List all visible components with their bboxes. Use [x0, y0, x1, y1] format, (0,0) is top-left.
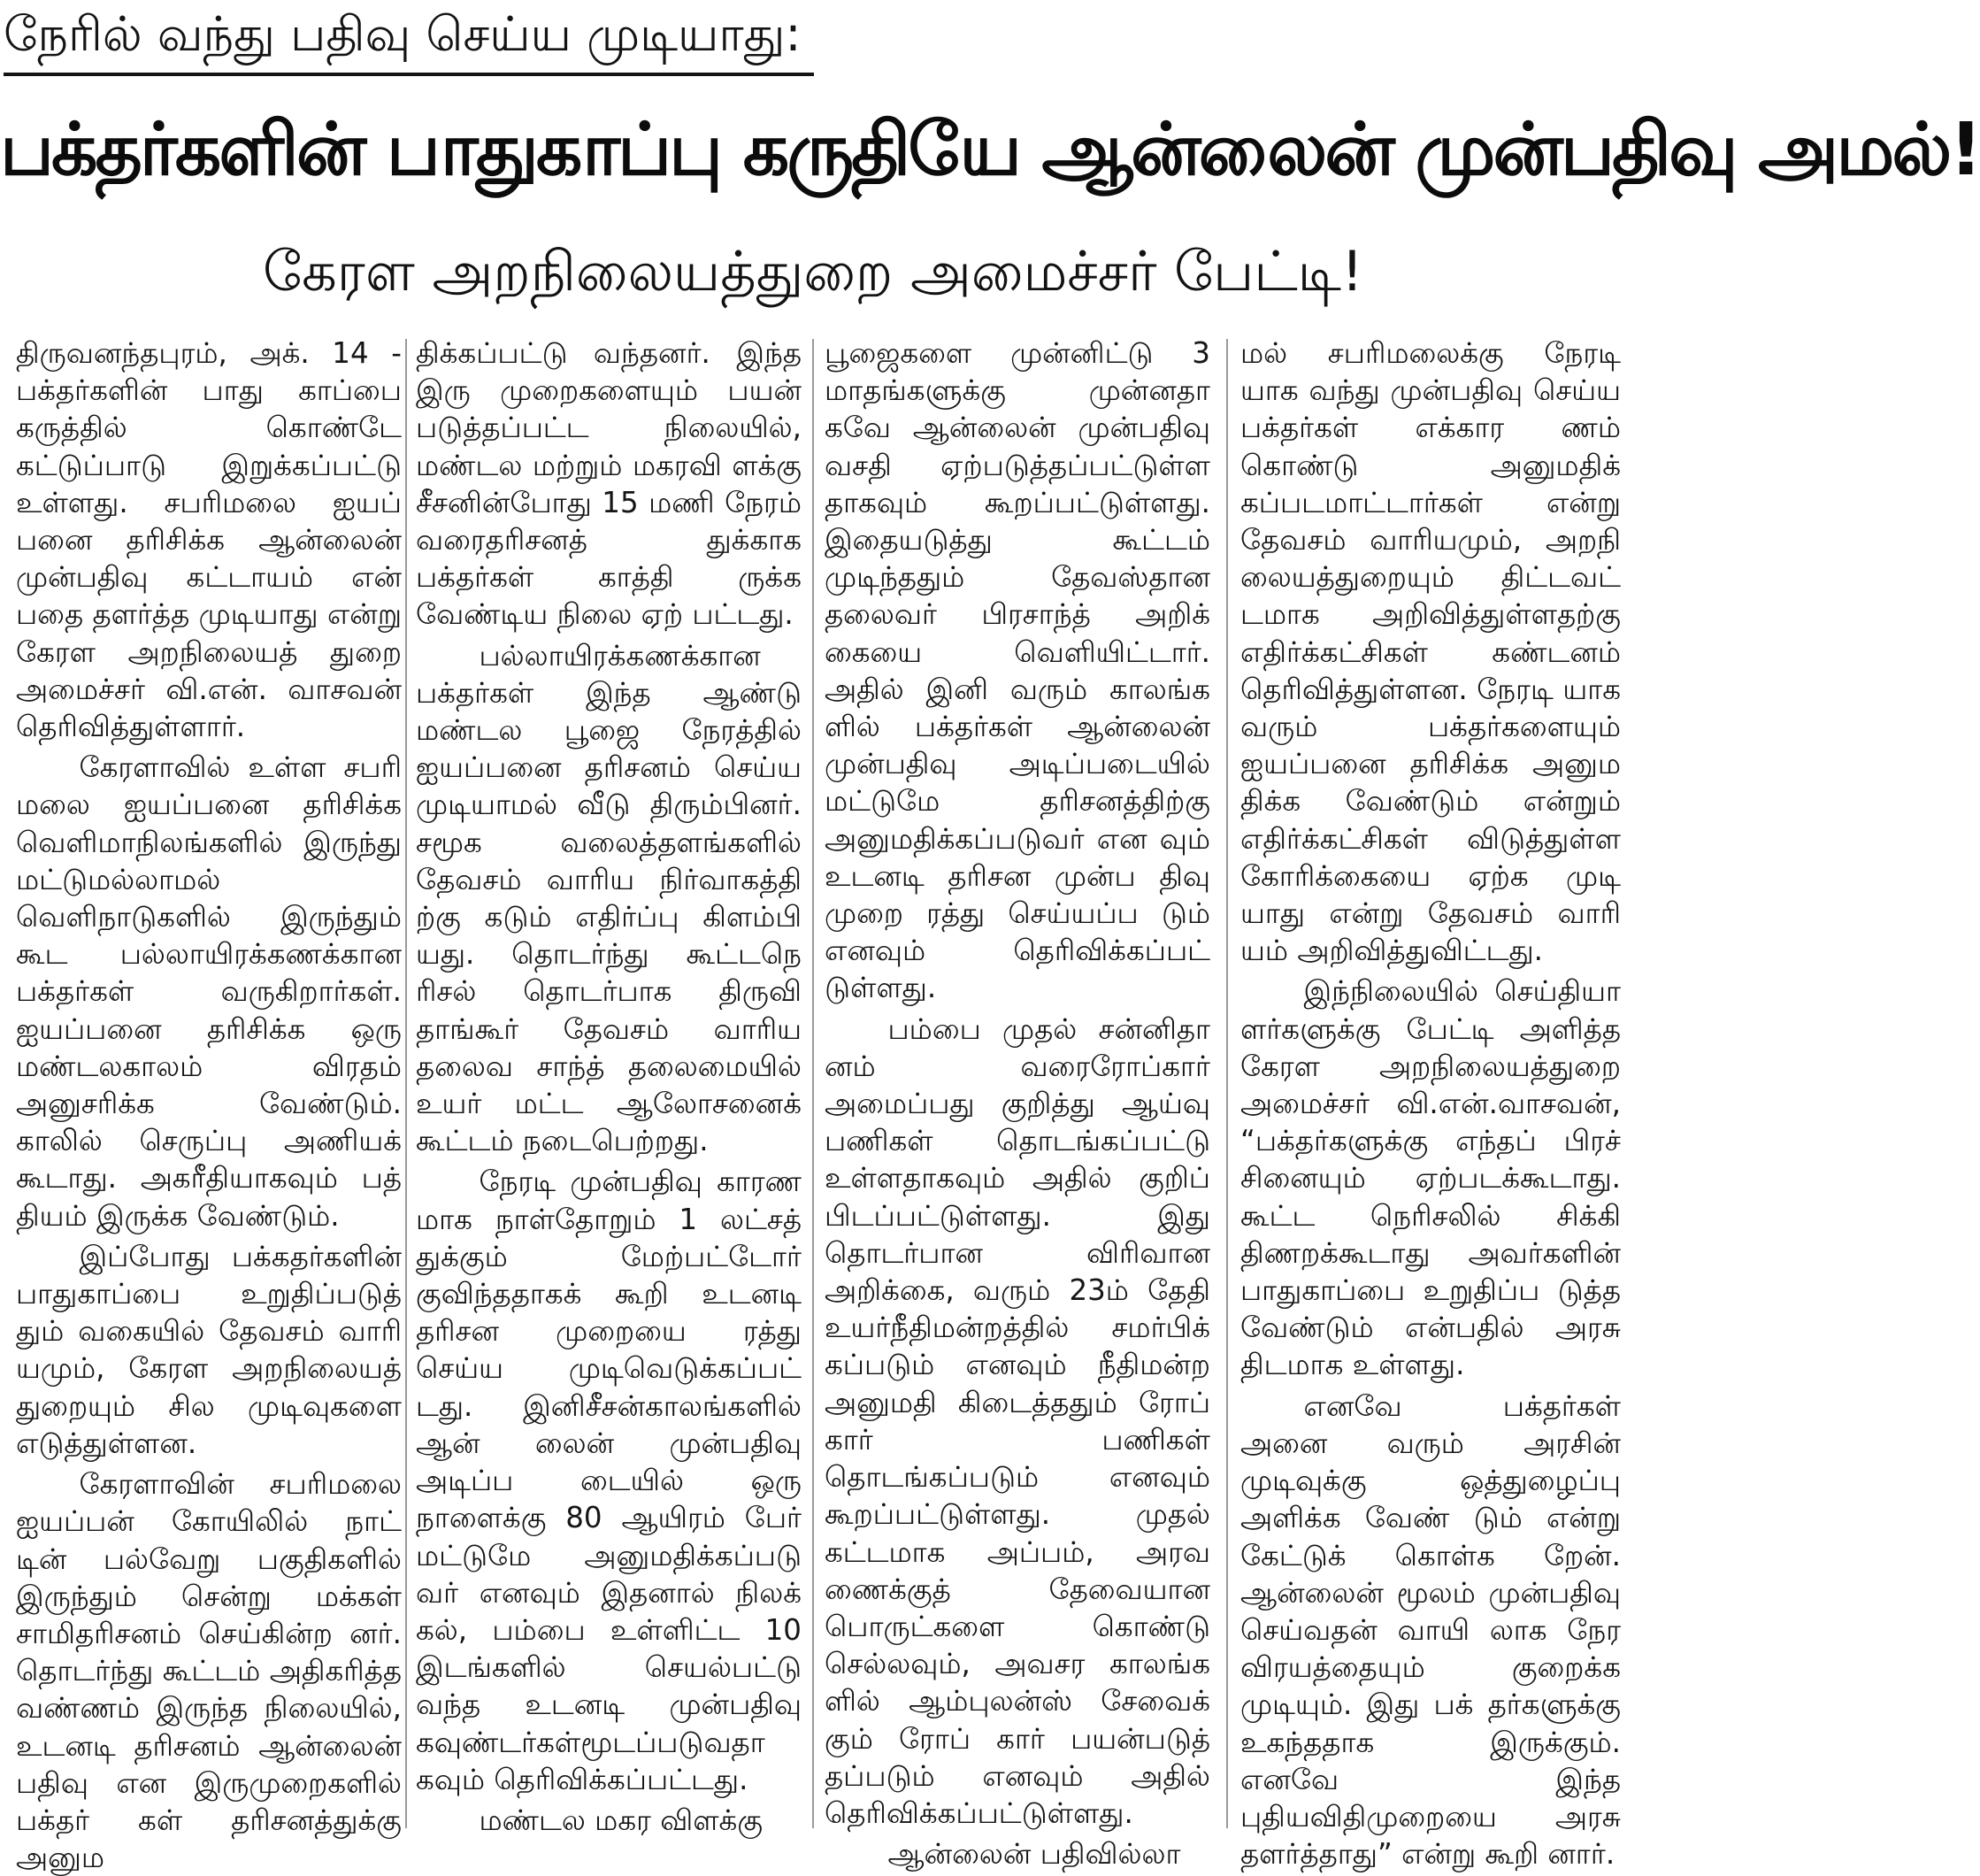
article-paragraph: மண்டல மகர விளக்கு [479, 1803, 764, 1837]
article-paragraph: திக்கப்பட்டு வந்தனர். இந்த இரு முறைகளையும் பயன் படுத்தப்பட்ட நிலையில், மண்டல மற்றும் மகரவி ளக்கு சீசனின்போது 15 மணி நேரம் வரைதரிசனத் துக்காக பக்தர்கள் காத்தி ருக்க வேண்டிய நிலை ஏற் பட்டது. [416, 336, 802, 632]
article-paragraph: எனவே பக்தர்கள் அனை வரும் அரசின் முடிவுக்கு ஒத்துழைப்பு அளிக்க வேண் டும் என்று கேட்டுக் கொள்க றேன். ஆன்லைன் மூலம் முன்பதிவு செய்வதன் வாயி லாக நேர விரயத்தையும் குறைக்க முடியும். இது பக் தர்களுக்கு உகந்ததாக இருக்கும். எனவே இந்த புதியவிதிமுறையை அரசு தளர்த்தாது” என்று கூறி னார். [1240, 1388, 1621, 1872]
kicker-underline [4, 73, 814, 76]
kicker-line: நேரில் வந்து பதிவு செய்ய முடியாது: [4, 6, 802, 62]
article-paragraph: பல்லாயிரக்கணக்கான பக்தர்கள் இந்த ஆண்டு மண்டல பூஜை நேரத்தில் ஐயப்பனை தரிசனம் செய்ய முடியாமல் வீடு திரும்பினர். சமூக வலைத்தளங்களில் தேவசம் வாரிய நிர்வாகத்தி ற்கு கடும் எதிர்ப்பு கிளம்பி யது. தொடர்ந்து கூட்டநெ ரிசல் தொடர்பாக திருவி தாங்கூர் தேவசம் வாரிய தலைவ சாந்த் தலைமையில் உயர் மட்ட ஆலோசனைக் கூட்டம் நடைபெற்றது. [416, 638, 802, 1158]
headline: பக்தர்களின் பாதுகாப்பு கருதியே ஆன்லைன் முன்பதிவு அமல்! [0, 108, 1980, 192]
article-paragraph: இப்போது பக்கதர்களின் பாதுகாப்பை உறுதிப்படுத் தும் வகையில் தேவசம் வாரி யமும், கேரள அறநிலையத் துறையும் சில முடிவுகளை எடுத்துள்ளன. [16, 1239, 402, 1460]
article-column-4 [1240, 334, 1621, 1872]
subheadline: கேரள அறநிலையத்துறை அமைச்சர் பேட்டி! [263, 239, 1363, 304]
article-body [0, 334, 1626, 1875]
article-paragraph: பூஜைகளை முன்னிட்டு 3 மாதங்களுக்கு முன்னதா கவே ஆன்லைன் முன்பதிவு வசதி ஏற்படுத்தப்பட்டுள்ள தாகவும் கூறப்பட்டுள்ளது. இதையடுத்து கூட்டம் முடிந்ததும் தேவஸ்தான தலைவர் பிரசாந்த் அறிக் கையை வெளியிட்டார். அதில் இனி வரும் காலங்க ளில் பக்தர்கள் ஆன்லைன் முன்பதிவு அடிப்படையில் மட்டுமே தரிசனத்திற்கு அனுமதிக்கப்படுவர் என வும் உடனடி தரிசன முன்ப திவு முறை ரத்து செய்யப்ப டும் எனவும் தெரிவிக்கப்பட் டுள்ளது. [825, 336, 1210, 1005]
article-paragraph: இந்நிலையில் செய்தியா ளர்களுக்கு பேட்டி அளித்த கேரள அறநிலையத்துறை அமைச்சர் வி.என்.வாசவன், “பக்தர்களுக்கு எந்தப் பிரச் சினையும் ஏற்படக்கூடாது. கூட்ட நெரிசலில் சிக்கி திணறக்கூடாது அவர்களின் பாதுகாப்பை உறுதிப்ப டுத்த வேண்டும் என்பதில் அரசு திடமாக உள்ளது. [1240, 974, 1621, 1382]
article-paragraph: மல் சபரிமலைக்கு நேரடி யாக வந்து முன்பதிவு செய்ய பக்தர்கள் எக்கார ணம் கொண்டு அனுமதிக் கப்படமாட்டார்கள் என்று தேவசம் வாரியமும், அறநி லையத்துறையும் திட்டவட் டமாக அறிவித்துள்ளதற்கு எதிர்க்கட்சிகள் கண்டனம் தெரிவித்துள்ளன. நேரடி யாக வரும் பக்தர்களையும் ஐயப்பனை தரிசிக்க அனும திக்க வேண்டும் என்றும் எதிர்க்கட்சிகள் விடுத்துள்ள கோரிக்கையை ஏற்க முடி யாது என்று தேவசம் வாரி யம் அறிவித்துவிட்டது. [1240, 336, 1621, 968]
article-paragraph: கேரளாவில் உள்ள சபரி மலை ஐயப்பனை தரிசிக்க வெளிமாநிலங்களில் இருந்து மட்டுமல்லாமல் வெளிநாடுகளில் இருந்தும் கூட பல்லாயிரக்கணக்கான பக்தர்கள் வருகிறார்கள். ஐயப்பனை தரிசிக்க ஒரு மண்டலகாலம் விரதம் அனுசரிக்க வேண்டும். காலில் செருப்பு அணியக் கூடாது. அகரீதியாகவும் பத் தியம் இருக்க வேண்டும். [16, 750, 402, 1233]
article-paragraph: பம்பை முதல் சன்னிதா னம் வரைரோப்கார் அமைப்பது குறித்து ஆய்வு பணிகள் தொடங்கப்பட்டு உள்ளதாகவும் அதில் குறிப் பிடப்பட்டுள்ளது. இது தொடர்பான விரிவான அறிக்கை, வரும் 23ம் தேதி உயர்நீதிமன்றத்தில் சமர்பிக் கப்படும் எனவும் நீதிமன்ற அனுமதி கிடைத்ததும் ரோப் கார் பணிகள் தொடங்கப்படும் எனவும் கூறப்பட்டுள்ளது. முதல் கட்டமாக அப்பம், அரவ ணைக்குத் தேவையான பொருட்களை கொண்டு செல்லவும், அவசர காலங்க ளில் ஆம்புலன்ஸ் சேவைக் கும் ரோப் கார் பயன்படுத் தப்படும் எனவும் அதில் தெரிவிக்கப்பட்டுள்ளது. [825, 1011, 1210, 1830]
article-paragraph: ஆன்லைன் பதிவில்லா [887, 1837, 1181, 1872]
article-column-3 [825, 334, 1210, 1872]
article-paragraph: கேரளாவின் சபரிமலை ஐயப்பன் கோயிலில் நாட் டின் பல்வேறு பகுதிகளில் இருந்தும் சென்று மக்கள் சாமிதரிசனம் செய்கின்ற னர். தொடர்ந்து கூட்டம் அதிகரித்த வண்ணம் இருந்த நிலையில், உடனடி தரிசனம் ஆன்லைன் பதிவு என இருமுறைகளில் பக்தர் கள் தரிசனத்துக்கு அனும [16, 1467, 402, 1875]
article-paragraph: நேரடி முன்பதிவு காரண மாக நாள்தோறும் 1 லட்சத் துக்கும் மேற்பட்டோர் குவிந்ததாகக் கூறி உடனடி தரிசன முறையை ரத்து செய்ய முடிவெடுக்கப்பட் டது. இனிசீசன்காலங்களில் ஆன் லைன் முன்பதிவு அடிப்ப டையில் ஒரு நாளைக்கு 80 ஆயிரம் பேர் மட்டுமே அனுமதிக்கப்படு வர் எனவும் இதனால் நிலக் கல், பம்பை உள்ளிட்ட 10 இடங்களில் செயல்பட்டு வந்த உடனடி முன்பதிவு கவுண்டர்கள்மூடப்படுவதா கவும் தெரிவிக்கப்பட்டது. [416, 1165, 802, 1796]
article-paragraph: திருவனந்தபுரம், அக். 14 - பக்தர்களின் பாது காப்பை கருத்தில் கொண்டே கட்டுப்பாடு இறுக்கப்பட்டு உள்ளது. சபரிமலை ஐயப் பனை தரிசிக்க ஆன்லைன் முன்பதிவு கட்டாயம் என் பதை தளர்த்த முடியாது என்று கேரள அறநிலையத் துறை அமைச்சர் வி.என். வாசவன் தெரிவித்துள்ளார். [16, 336, 402, 744]
article-column-1 [16, 334, 402, 1875]
article-column-2 [416, 334, 802, 1837]
